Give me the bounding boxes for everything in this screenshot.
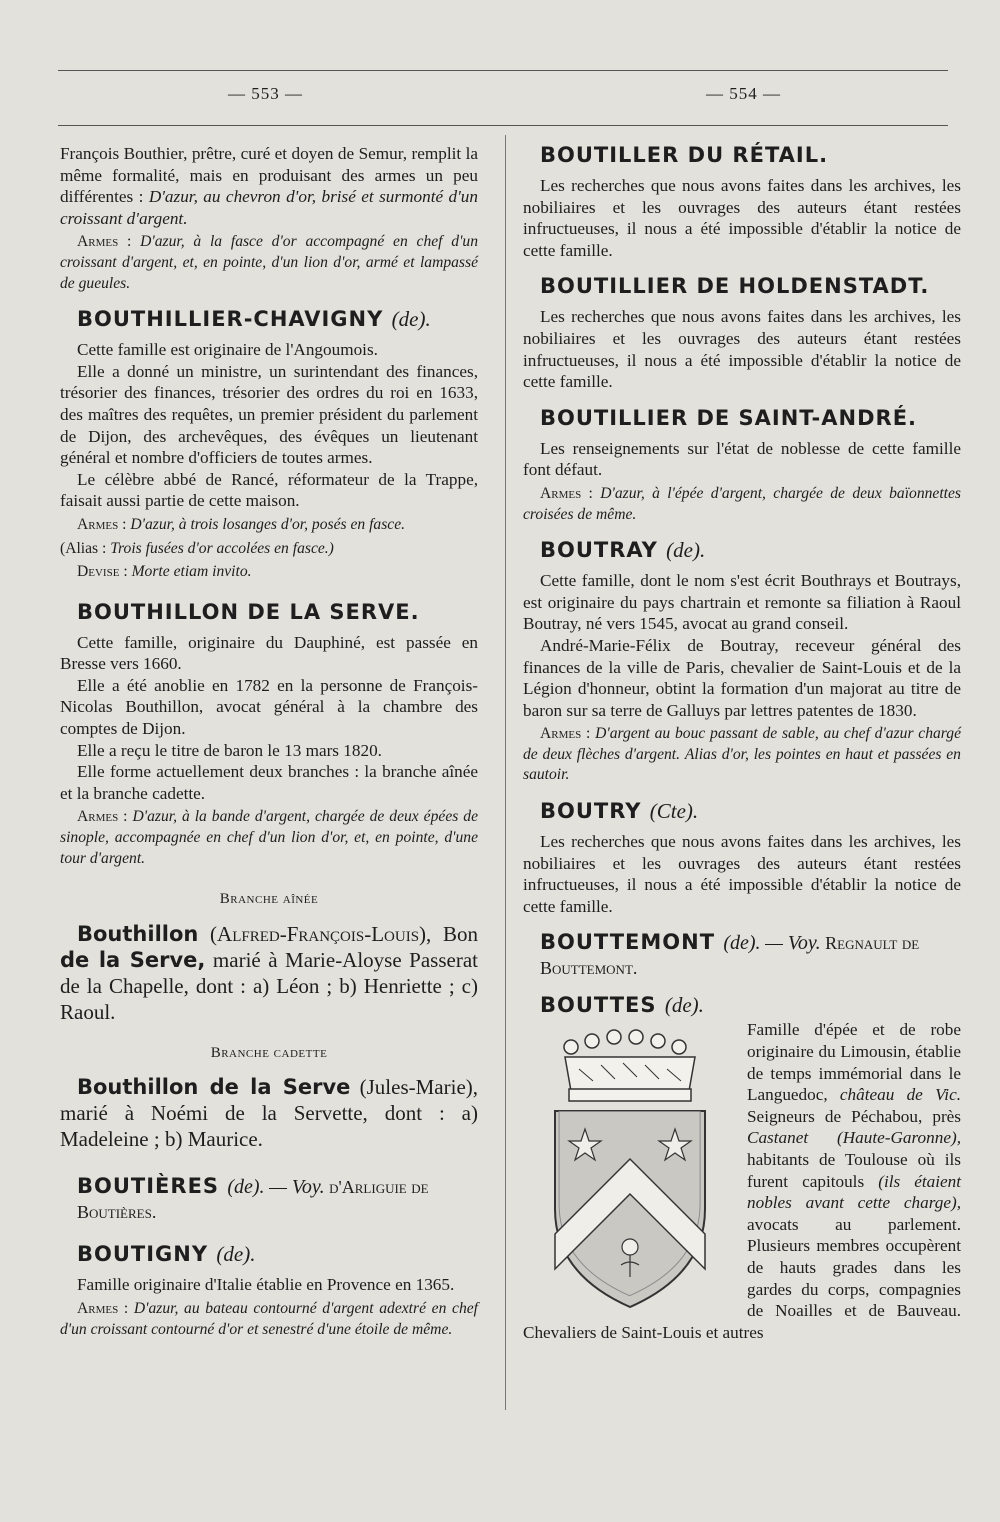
top-rule: [58, 70, 948, 71]
paragraph: Elle forme actuellement deux branches : la branche aînée et la branche cadette.: [60, 762, 478, 803]
person-entry-ainee: Bouthillon (Alfred-François-Louis), Bon de la Serve, marié à Marie-Aloyse Passerat de la Chapelle, dont : a) Léon ; b) Henriette ; c) Raoul.: [60, 921, 478, 1024]
header-rule: [58, 125, 948, 126]
heading-boutigny: BOUTIGNY (de).: [77, 1242, 256, 1267]
arms-paragraph: Armes : D'azur, à l'épée d'argent, chargée de deux baïonnettes croisées de même.: [523, 484, 961, 523]
heading-bouttes: BOUTTES (de).: [540, 993, 704, 1018]
coat-of-arms-image: [523, 1019, 737, 1319]
arms-paragraph: Armes : D'azur, à la bande d'argent, chargée de deux épées de sinople, accompagnée en chef d'un lion d'or, et, en pointe, d'une tour d'argent.: [60, 808, 478, 867]
left-page-number: — 553 —: [228, 84, 303, 103]
heading-boutillier-de-saint-andre: BOUTILLIER DE SAINT-ANDRÉ.: [540, 405, 918, 430]
paragraph: Cette famille, dont le nom s'est écrit Bouthrays et Boutrays, est originaire du pays chartrain et remonte sa filiation à Raoul Boutray, né vers 1545, avocat au grand conseil.: [523, 571, 961, 634]
heading-boutiller-du-retail: BOUTILLER DU RÉTAIL.: [540, 143, 829, 167]
alias-paragraph: (Alias : Trois fusées d'or accolées en fasce.): [60, 539, 334, 557]
branche-cadette-label: Branche cadette: [210, 1044, 328, 1061]
paragraph: Les recherches que nous avons faites dans les archives, les nobiliaires et les ouvrages des auteurs étant restées infructueuses, il nous a été impossible d'établir la notice de cette famille.: [523, 176, 961, 260]
heading-bouthillon-de-la-serve: BOUTHILLON DE LA SERVE.: [77, 599, 420, 624]
heading-bouthillier-chavigny: BOUTHILLIER-CHAVIGNY (de).: [77, 307, 431, 332]
branche-ainee-label: Branche aînée: [219, 891, 319, 908]
arms-paragraph: Armes : D'argent au bouc passant de sable, au chef d'azur chargé de deux flèches d'argent. Alias d'or, les pointes en haut et passées en sautoir.: [523, 725, 962, 784]
paragraph: Cette famille, originaire du Dauphiné, est passée en Bresse vers 1660.: [60, 632, 478, 674]
right-page-number: — 554 —: [706, 84, 781, 103]
paragraph: Elle a reçu le titre de baron le 13 mars 1820.: [77, 740, 382, 760]
intro-paragraph: François Bouthier, prêtre, curé et doyen de Semur, remplit la même formalité, mais en produisant des armes un peu différentes : D'azur, au chevron d'or, brisé et surmonté d'un croissant d'argent.: [60, 144, 478, 228]
arms-paragraph: Armes : D'azur, au bateau contourné d'argent adextré en chef d'un croissant contourné d'or et senestré d'une étoile de même.: [60, 1300, 479, 1338]
paragraph: Les recherches que nous avons faites dans les archives, les nobiliaires et les ouvrages des auteurs étant restées infructueuses, il nous a été impossible d'établir la notice de cette famille.: [523, 832, 961, 916]
heading-boutillier-de-holdenstadt: BOUTILLIER DE HOLDENSTADT.: [540, 274, 930, 299]
heading-boutray: BOUTRAY (de).: [540, 538, 706, 563]
arms-paragraph: Armes : D'azur, à la fasce d'or accompagné en chef d'un croissant d'argent, et, en pointe, d'un lion d'or, armé et lampassé de gueules.: [60, 233, 478, 292]
right-column: [523, 143, 961, 1343]
heading-boutieres: BOUTIÈRES (de). — Voy. d'Arliguie de Boutières.: [77, 1174, 429, 1223]
arms-paragraph: Armes : D'azur, à trois losanges d'or, posés en fasce.: [77, 515, 406, 533]
bouttes-paragraph: Famille d'épée et de robe originaire du Limousin, établie de temps immémorial dans le Languedoc, château de Vic. Seigneurs de Péchabou, près Castanet (Haute-Garonne), habitants de Toulouse où ils furent capitouls (ils étaient nobles avant cette charge), avocats au parlement. Plusieurs membres occupèrent de hauts grades dans les gardes du corps, compagnies de Noailles et de Bauveau. Chevaliers de Saint-Louis et autres: [523, 1020, 962, 1342]
heading-boutry: BOUTRY (Cte).: [540, 799, 699, 824]
paragraph: Elle a donné un ministre, un surintendant des finances, trésorier des finances, trésorier des ordres du roi en 1633, des maîtres des requêtes, un premier président du parlement de Dijon, des archevêques, des évêques un lieutenant général et nombre d'officiers de toutes armes.: [60, 361, 478, 468]
paragraph: Les renseignements sur l'état de noblesse de cette famille font défaut.: [523, 438, 961, 480]
column-divider: [505, 135, 506, 1410]
paragraph: Le célèbre abbé de Rancé, réformateur de la Trappe, faisait aussi partie de cette maison.: [60, 469, 478, 511]
paragraph: Cette famille est originaire de l'Angoumois.: [77, 340, 378, 360]
crowned-shield-icon: [523, 1019, 737, 1319]
person-entry-cadette: Bouthillon de la Serve (Jules-Marie), marié à Noémi de la Servette, dont : a) Madeleine ; b) Maurice.: [60, 1075, 479, 1152]
paragraph: Elle a été anoblie en 1782 en la personne de François-Nicolas Bouthillon, avocat général à la chambre des comptes de Dijon.: [60, 675, 478, 739]
devise-paragraph: Devise : Morte etiam invito.: [77, 563, 252, 581]
paragraph: Famille originaire d'Italie établie en Provence en 1365.: [77, 1275, 455, 1295]
paragraph: Les recherches que nous avons faites dans les archives, les nobiliaires et les ouvrages des auteurs étant restées infructueuses, il nous a été impossible d'établir la notice de cette famille.: [523, 307, 961, 392]
left-column: [60, 143, 478, 1340]
heading-bouttemont: BOUTTEMONT (de). — Voy. Regnault de Bouttemont.: [540, 930, 920, 979]
paragraph: André-Marie-Félix de Boutray, receveur général des finances de la ville de Paris, chevalier de Saint-Louis et de la Légion d'honneur, obtint la formation d'un majorat au titre de baron sur sa terre de Galluys par lettres patentes de 1830.: [523, 635, 961, 720]
